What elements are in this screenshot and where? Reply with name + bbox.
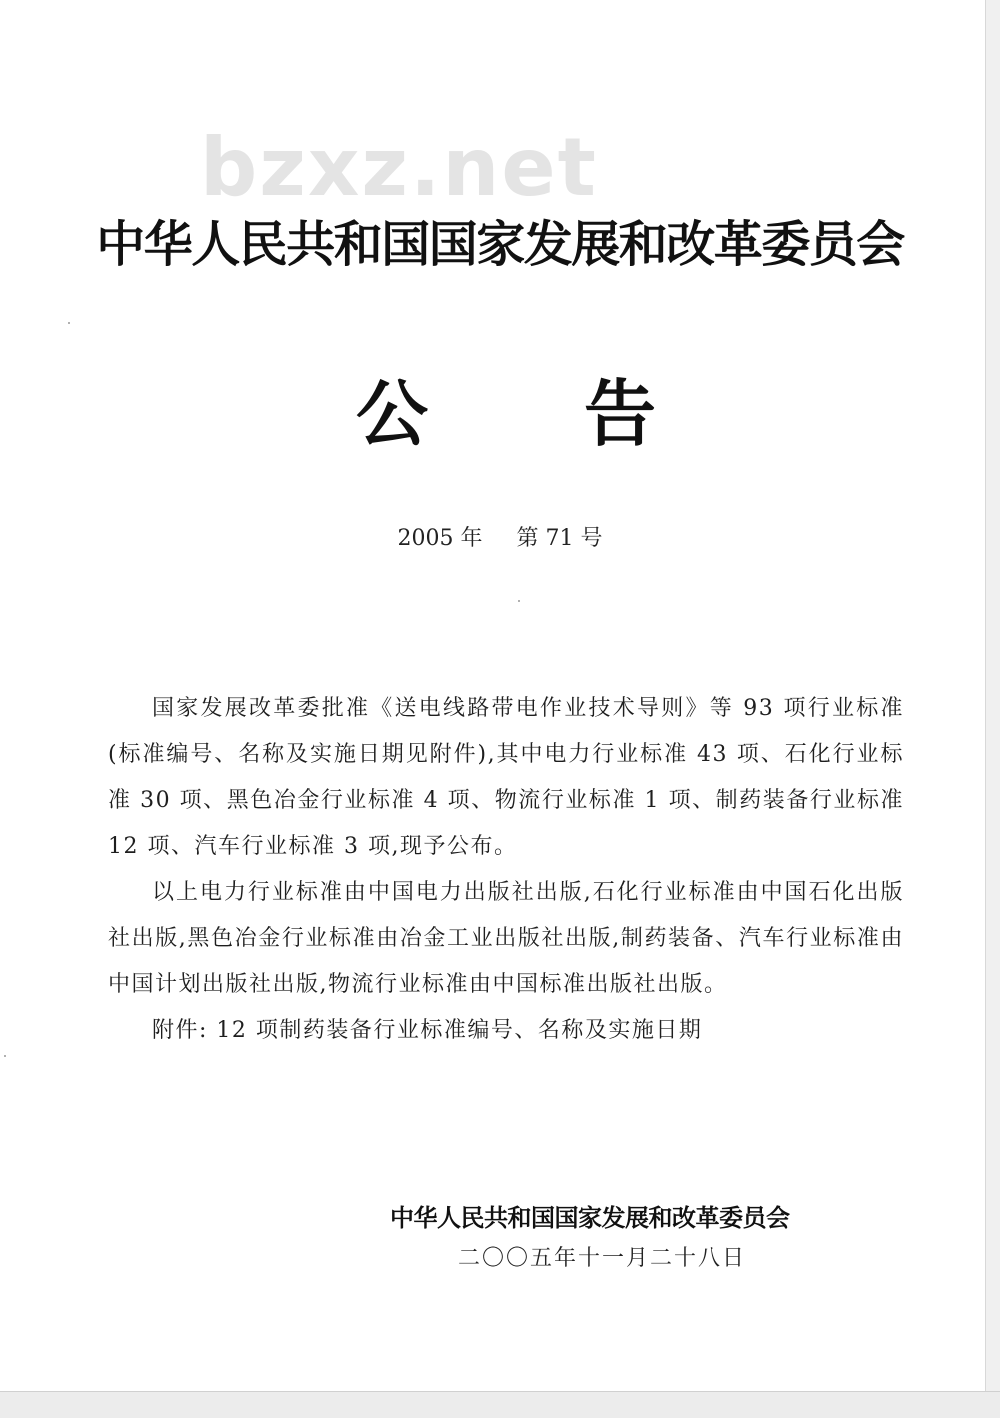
scan-speck [4, 1055, 6, 1057]
signature-date: 二〇〇五年十一月二十八日 [458, 1246, 747, 1271]
watermark: bzxz.net [200, 121, 598, 214]
document-number [0, 528, 1000, 550]
issuer-heading: 中华人民共和国国家发展和改革委员会 [96, 216, 904, 273]
document-year: 2005 年 [397, 526, 483, 551]
signature-organization: 中华人民共和国国家发展和改革委员会 [390, 1204, 790, 1232]
scan-bottom-edge [0, 1391, 1000, 1418]
scan-speck [518, 600, 520, 602]
document-issue-number: 第 71 号 [516, 526, 603, 551]
document-type-char-1: 公 [356, 372, 429, 456]
announcement-body [108, 686, 904, 1054]
scan-speck [68, 322, 70, 324]
scan-right-edge [985, 0, 1000, 1418]
body-paragraph-publishers: 以上电力行业标准由中国电力出版社出版,石化行业标准由中国石化出版社出版,黑色冶金行业标准由冶金工业出版社出版,制药装备、汽车行业标准由中国计划出版社出版,物流行业标准由中国标准出版社出版。 [108, 880, 904, 997]
body-paragraph-attachment: 附件: 12 项制药装备行业标准编号、名称及实施日期 [152, 1018, 703, 1043]
body-paragraph-approval: 国家发展改革委批准《送电线路带电作业技术导则》等 93 项行业标准(标准编号、名称及实施日期见附件),其中电力行业标准 43 项、石化行业标准 30 项、黑色冶金行业标准 4 项、物流行业标准 1 项、制药装备行业标准 12 项、汽车行业标准 3 项,现予公布。 [108, 696, 904, 859]
document-type-char-2: 告 [583, 372, 656, 456]
document-type-title [356, 372, 656, 458]
